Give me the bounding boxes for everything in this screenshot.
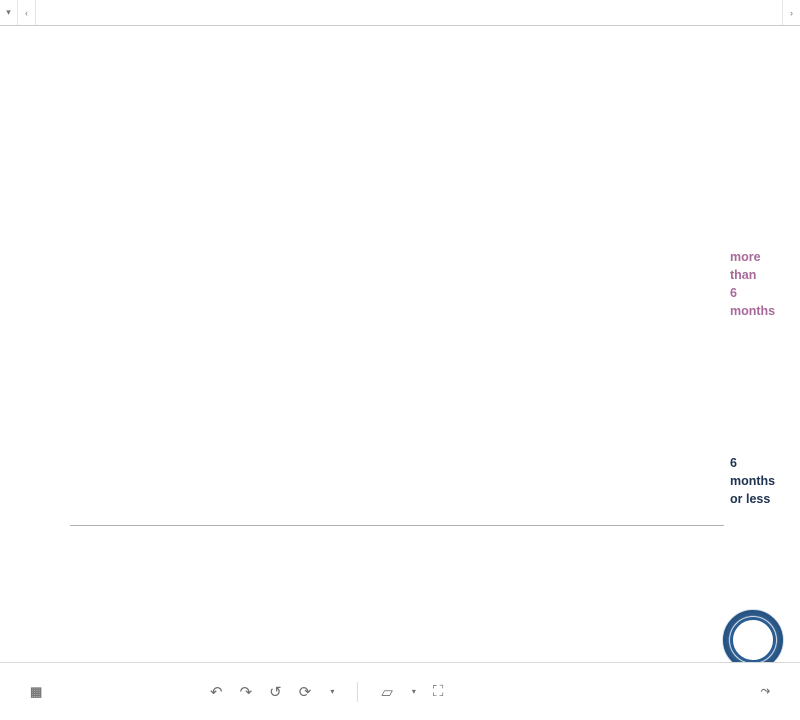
x-axis-labels [70,528,722,590]
tab-list[interactable] [36,0,782,25]
bar-series-group [70,165,722,525]
plot-area [70,165,722,525]
visualization-canvas [0,26,800,688]
tableau-grid-icon: ▦ [30,684,43,699]
legend-label-more-than-6-months: more than 6 months [730,250,776,319]
worksheet-tabbar[interactable] [0,0,800,26]
legend-label-6-months-or-less: 6 months or less [730,456,776,507]
toolbar-actions[interactable] [210,682,443,702]
share-button[interactable] [761,685,776,698]
redo-icon[interactable]: ↷ [239,683,253,701]
tabbar-menu-button[interactable]: ▾ [0,0,18,25]
refresh-icon[interactable]: ⟳ [298,683,312,701]
tabbar-prev-button[interactable]: ‹ [18,0,36,25]
tableau-toolbar[interactable] [0,662,800,720]
pause-caret-down-icon[interactable]: ▾ [411,687,416,696]
fullscreen-icon[interactable]: ⛶ [432,683,444,700]
pause-updates-icon[interactable]: ▱ [381,683,393,701]
x-axis-line [70,525,724,526]
view-on-tableau-public-button[interactable] [30,685,50,698]
revert-icon[interactable]: ↺ [269,683,282,701]
undo-icon[interactable]: ↶ [210,683,223,701]
logo-text [730,617,776,663]
share-icon: ⤳ [760,685,770,697]
toolbar-divider [357,682,358,702]
refresh-caret-down-icon[interactable]: ▾ [330,687,335,696]
tabbar-next-button[interactable]: › [782,0,800,25]
